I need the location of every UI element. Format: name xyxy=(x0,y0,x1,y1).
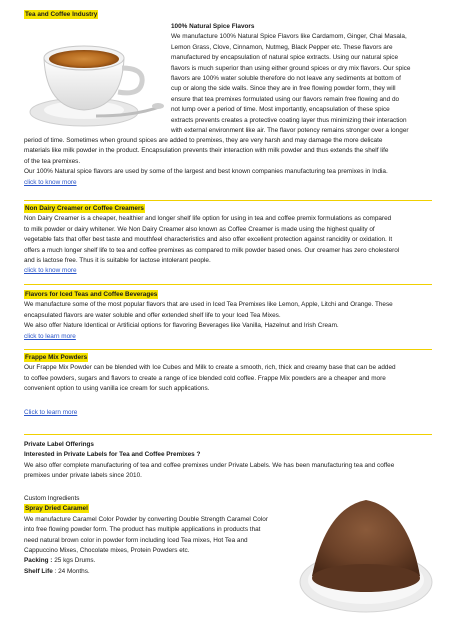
caramel-line: need natural brown color in powder form including Iced Tea mixes, Hot Tea and xyxy=(24,536,248,544)
creamer-line: to milk powder or dairy whitener. We Non Dairy Creamer also known as Coffee Creamer is made using the highest quality of xyxy=(24,225,375,233)
tea-line: cup or along the side walls. Since they are in free flowing powder form, they will xyxy=(171,85,396,93)
tea-coffee-heading: Tea and Coffee Industry xyxy=(25,11,98,18)
frappe-learn-more-link[interactable]: Click to learn more xyxy=(24,409,78,416)
tea-line: period of time. Sometimes when ground spices are added to premixes, they are very harsh and may damage the more delicate xyxy=(24,137,383,144)
creamer-line: Non Dairy Creamer is a cheaper, healthier and longer shelf life option for using in tea and coffee premix formulations as compared xyxy=(24,215,392,223)
iced-line: We also offer Nature Identical or Artificial options for flavoring Beverages like Vanilla, Hazelnut and Irish Cream. xyxy=(24,322,339,330)
creamer-heading: Non Dairy Creamer or Coffee Creamers xyxy=(25,205,144,212)
tea-line: Lemon Grass, Clove, Cinnamon, Nutmeg, Black Pepper etc. These flavors are xyxy=(171,43,393,51)
tea-line: materials like milk powder in the product. Encapsulation prevents their interaction with milk powder and thus extends the shelf life xyxy=(24,147,389,155)
divider xyxy=(24,200,432,201)
tea-line: manufactured by encapsulation of natural spice extracts. Using our natural spice xyxy=(171,54,398,62)
tea-line: extracts prevents creates a protective coating layer thus minimizing their interaction xyxy=(171,116,407,124)
caramel-powder-image xyxy=(296,490,436,620)
shelf-life-value: : 24 Months. xyxy=(52,567,90,575)
tea-coffee-right-text xyxy=(171,22,436,136)
tea-line: ensure that tea premixes formulated using our flavors remain free flowing and do xyxy=(171,95,400,103)
creamer-line: offers a much longer shelf life to tea and coffee premixes as compared to milk powder based ones. Our creamer has zero cholesterol xyxy=(24,246,400,254)
packing-value: 25 kgs Drums. xyxy=(52,557,96,565)
tea-line: We manufacture 100% Natural Spice Flavors like Cardamom, Ginger, Chai Masala, xyxy=(171,33,407,41)
iced-learn-more-link[interactable]: click to learn more xyxy=(24,332,76,340)
private-label-title: Private Label Offerings xyxy=(24,441,94,448)
caramel-heading: Spray Dried Caramel xyxy=(25,505,88,513)
frappe-line: convenient option to using vanilla ice cream for such applications. xyxy=(24,385,210,393)
tea-line: flavors are 100% water soluble therefore do not leave any sediments at bottom of xyxy=(171,75,401,83)
tea-coffee-subheading: 100% Natural Spice Flavors xyxy=(171,23,255,30)
custom-title: Custom Ingredients xyxy=(24,495,80,502)
divider xyxy=(24,284,432,285)
caramel-line: into free flowing powder form. The product has multiple applications in products that xyxy=(24,526,261,534)
divider xyxy=(24,434,432,435)
private-label-line: We also offer complete manufacturing of tea and coffee premixes under Private Labels. We has been manufacturing tea and coffee xyxy=(24,461,395,469)
tea-coffee-full-text xyxy=(24,136,434,188)
caramel-line: Cappuccino Mixes, Chocolate mixes, Protein Powders etc. xyxy=(24,547,190,555)
tea-coffee-heading-wrap xyxy=(24,10,434,20)
shelf-life-row xyxy=(24,567,294,577)
frappe-link-wrap xyxy=(24,408,434,418)
caramel-line: We manufacture Caramel Color Powder by converting Double Strength Caramel Color xyxy=(24,515,268,523)
frappe-section xyxy=(24,353,434,395)
tea-cup-image xyxy=(26,24,166,136)
tea-line: of the tea premixes. xyxy=(24,157,81,165)
iced-line: encapsulated flavors are water soluble and offer extended shelf life to your Iced Tea Mixes. xyxy=(24,311,281,319)
shelf-life-label: Shelf Life xyxy=(24,567,53,575)
tea-line: not lump over a period of time. Most importantly, encapsulation of these spice xyxy=(171,106,390,114)
frappe-line: to coffee powders, sugars and flavors to create a range of ice blended cold coffee. Frappe Mix powders are a cheaper and more xyxy=(24,374,386,382)
iced-section xyxy=(24,290,434,342)
tea-line: with external environment like air. The flavor potency remains stronger over a longer xyxy=(171,127,409,135)
divider xyxy=(24,349,432,350)
private-label-line: premixes under private labels since 2010. xyxy=(24,472,142,480)
packing-label: Packing : xyxy=(24,557,53,565)
packing-row xyxy=(24,556,294,566)
iced-line: We manufacture some of the most popular flavors that are used in Iced Tea Premixes like Lemon, Apple, Litchi and Orange. These xyxy=(24,301,393,309)
frappe-line: Our Frappe Mix Powder can be blended with Ice Cubes and Milk to create a smooth, rich, thick and creamy base that can be added xyxy=(24,364,396,372)
private-label-section xyxy=(24,440,434,482)
custom-section xyxy=(24,494,294,577)
tea-line: flavors is much superior than using either ground spices or dry mix flavors. Our spice xyxy=(171,64,411,72)
creamer-section xyxy=(24,204,434,277)
tea-know-more-link[interactable]: click to know more xyxy=(24,178,77,186)
iced-heading: Flavors for Iced Teas and Coffee Beverages xyxy=(25,291,158,298)
creamer-know-more-link[interactable]: click to know more xyxy=(24,267,77,275)
frappe-heading: Frappe Mix Powders xyxy=(25,354,88,361)
tea-line: Our 100% Natural spice flavors are used by some of the largest and best known companies manufacturing tea premixes in India. xyxy=(24,168,388,176)
creamer-line: vegetable fats that offer best taste and mouthfeel characteristics and also offer excellent protection against rancidity or oxidation. It xyxy=(24,236,393,244)
private-label-question: Interested in Private Labels for Tea and Coffee Premixes ? xyxy=(24,451,201,459)
creamer-line: and is lactose free. Thus it is suitable for lactose intolerant people. xyxy=(24,257,211,265)
